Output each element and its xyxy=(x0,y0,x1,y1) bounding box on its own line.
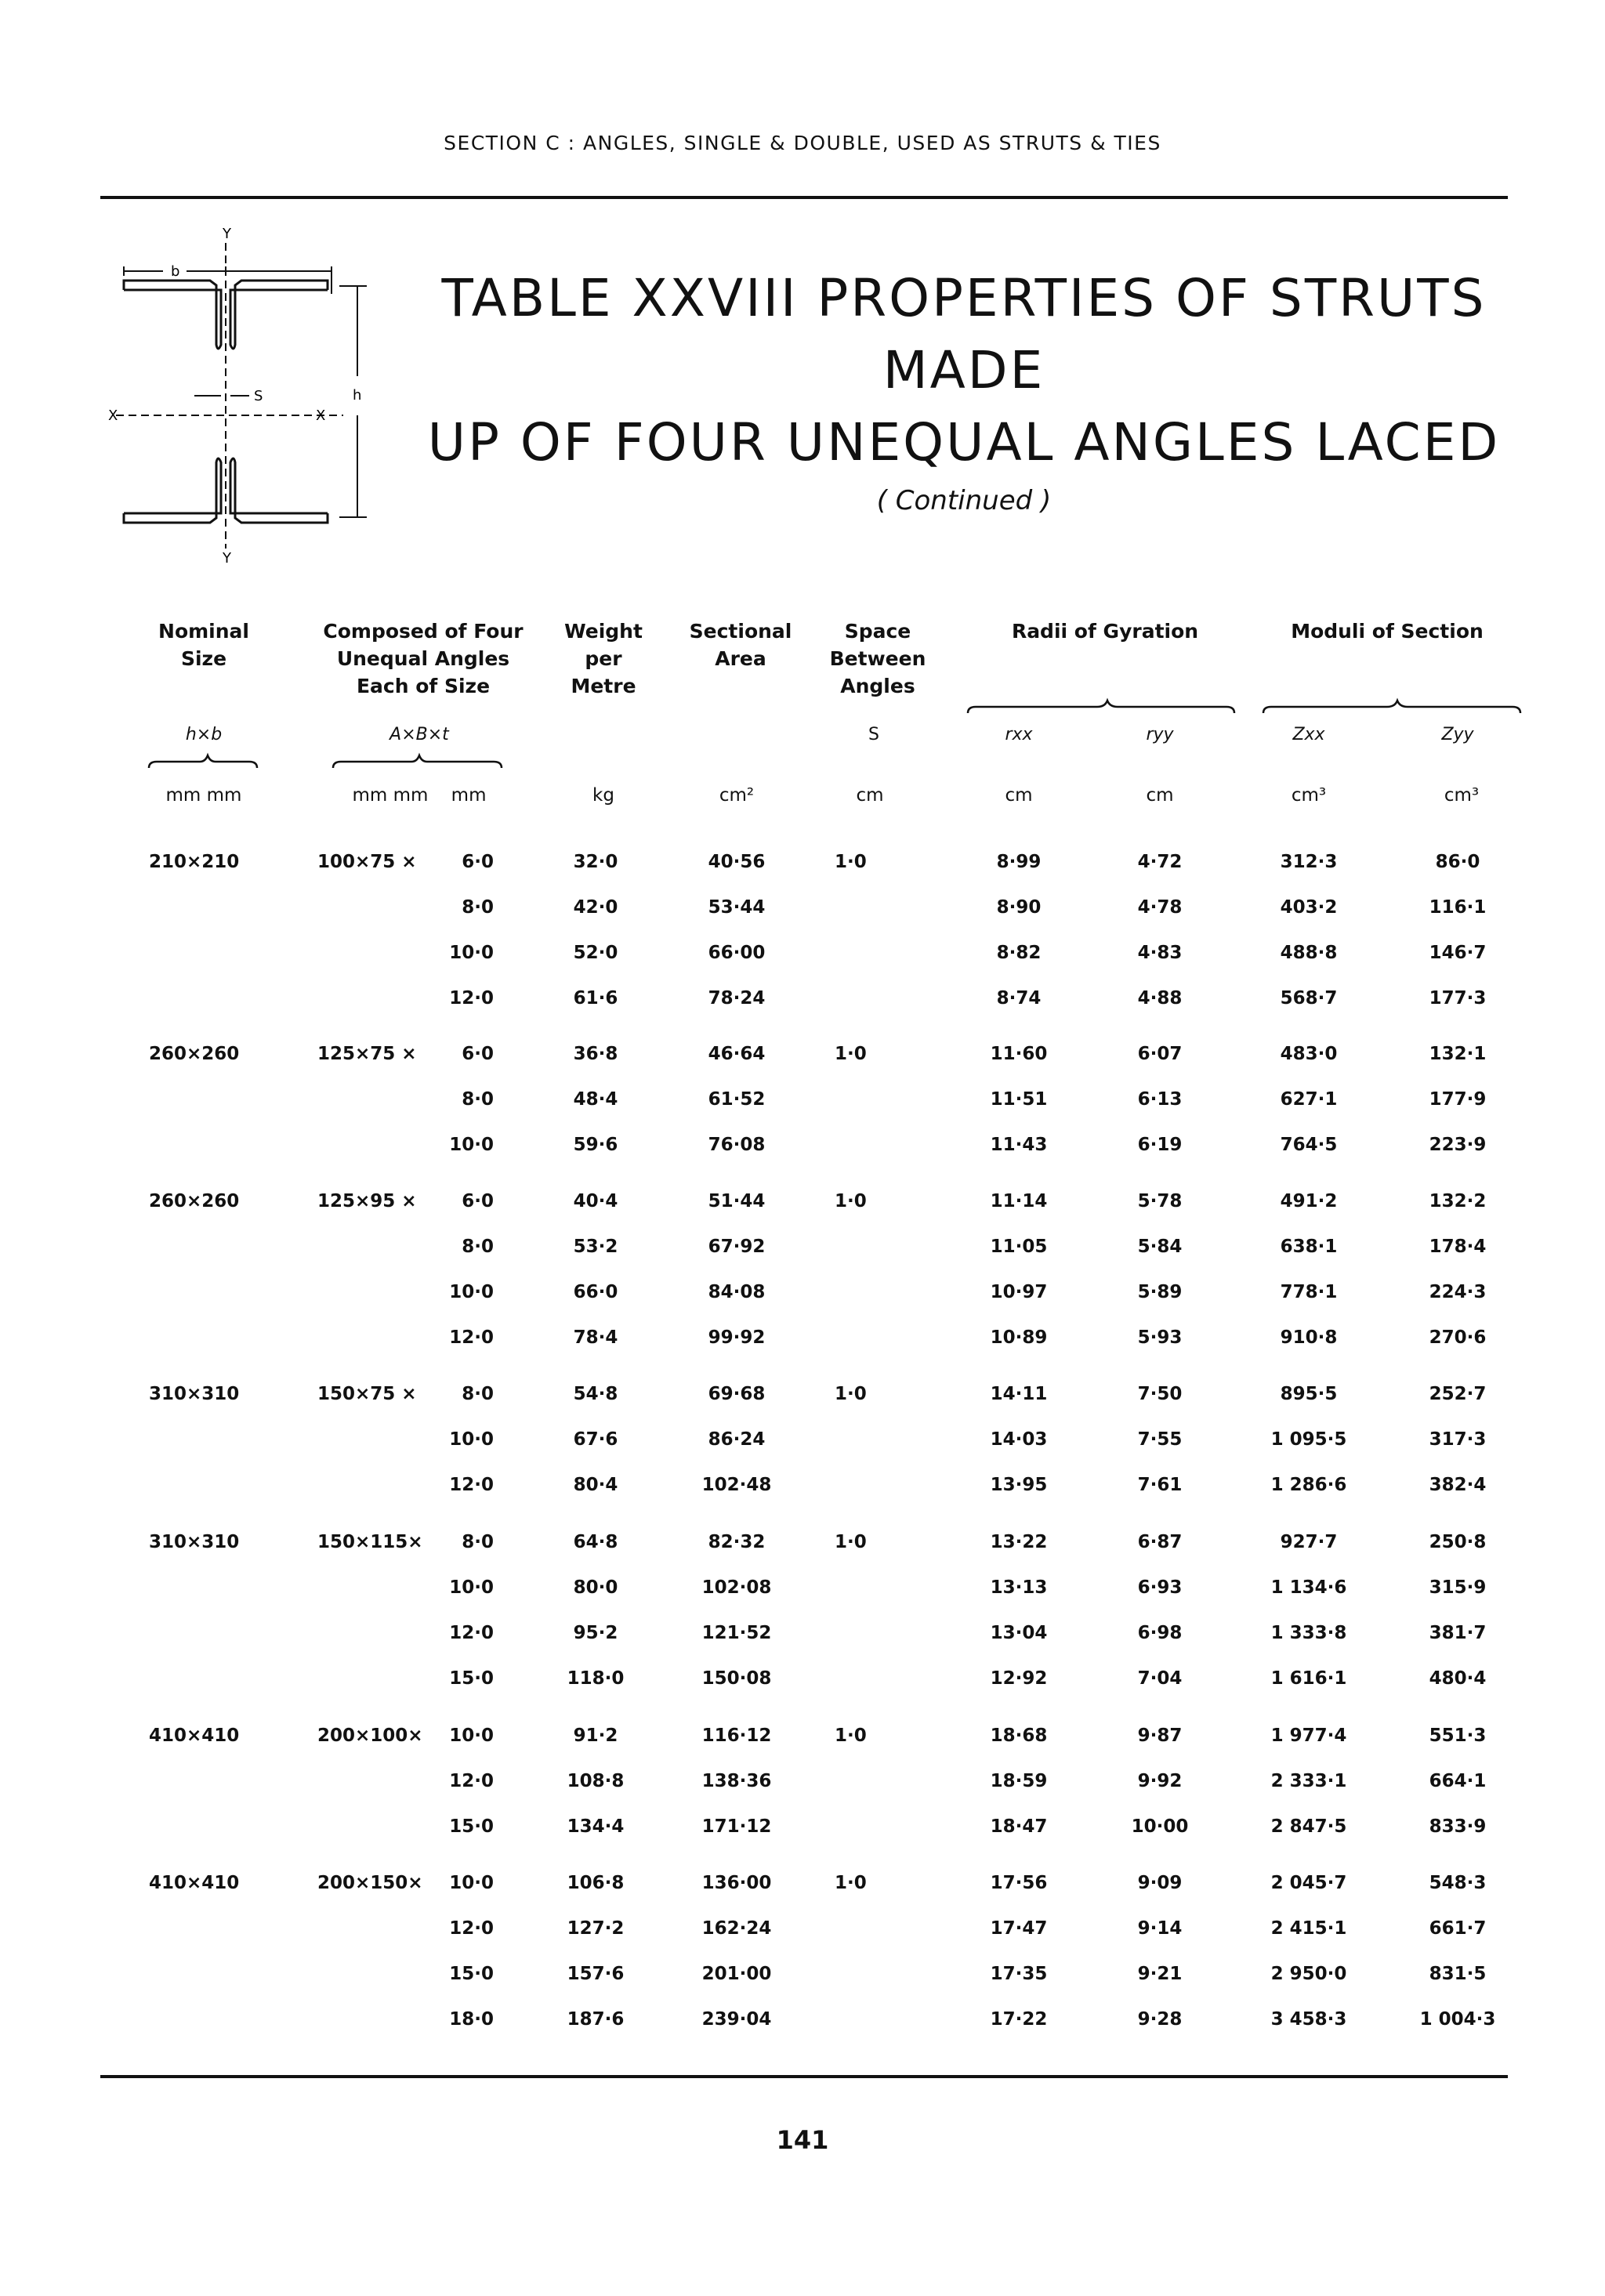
cell-zyy: 224·3 xyxy=(1429,1282,1487,1302)
cell-ryy: 4·88 xyxy=(1137,988,1183,1009)
cell-weight: 36·8 xyxy=(573,1044,618,1064)
cell-rxx: 18·47 xyxy=(990,1816,1048,1837)
cell-rxx: 8·82 xyxy=(996,943,1042,963)
header-braces xyxy=(0,690,1605,799)
cell-ryy: 5·93 xyxy=(1137,1327,1183,1348)
cell-rxx: 8·90 xyxy=(996,897,1042,918)
cell-ryy: 9·21 xyxy=(1137,1964,1183,1984)
cell-zxx: 1 095·5 xyxy=(1270,1429,1347,1450)
cell-zyy: 480·4 xyxy=(1429,1668,1487,1689)
dim-h-label: h xyxy=(353,387,362,404)
cell-zyy: 317·3 xyxy=(1429,1429,1487,1450)
cell-ryy: 4·72 xyxy=(1137,852,1183,872)
page-number: 141 xyxy=(776,2125,829,2155)
cell-ryy: 7·55 xyxy=(1137,1429,1183,1450)
cell-ryy: 9·28 xyxy=(1137,2009,1183,2030)
cell-ryy: 5·84 xyxy=(1137,1237,1183,1257)
cell-rxx: 17·47 xyxy=(990,1918,1048,1939)
cell-zyy: 270·6 xyxy=(1429,1327,1487,1348)
cell-thickness: 6·0 xyxy=(462,852,494,872)
cell-weight: 66·0 xyxy=(573,1282,618,1302)
cell-ryy: 4·78 xyxy=(1137,897,1183,918)
cell-zxx: 2 415·1 xyxy=(1270,1918,1347,1939)
cell-zxx: 312·3 xyxy=(1280,852,1338,872)
cell-weight: 53·2 xyxy=(573,1237,618,1257)
cell-rxx: 18·68 xyxy=(990,1726,1048,1746)
cell-zxx: 1 286·6 xyxy=(1270,1475,1347,1495)
unit-weight: kg xyxy=(592,785,614,806)
cell-ryy: 6·13 xyxy=(1137,1089,1183,1110)
cell-zyy: 661·7 xyxy=(1429,1918,1487,1939)
x-axis-left-label: X xyxy=(108,407,118,424)
cell-nominal-size: 260×260 xyxy=(149,1191,240,1211)
cell-sectional-area: 239·04 xyxy=(701,2009,772,2030)
cell-zxx: 488·8 xyxy=(1280,943,1338,963)
cell-zyy: 116·1 xyxy=(1429,897,1487,918)
cell-sectional-area: 67·92 xyxy=(708,1237,766,1257)
cell-zyy: 548·3 xyxy=(1429,1873,1487,1893)
cell-ryy: 5·89 xyxy=(1137,1282,1183,1302)
cell-nominal-size: 310×310 xyxy=(149,1532,240,1552)
header-sectional-area: Sectional Area xyxy=(689,620,792,670)
cell-thickness: 15·0 xyxy=(449,1668,494,1689)
header-radii: Radii of Gyration xyxy=(1011,620,1199,643)
cell-thickness: 8·0 xyxy=(462,1237,494,1257)
cell-space: 1·0 xyxy=(835,1873,867,1893)
cell-rxx: 13·04 xyxy=(990,1623,1048,1643)
symbol-zxx: Zxx xyxy=(1292,725,1325,744)
cell-thickness: 8·0 xyxy=(462,1384,494,1404)
cell-zxx: 1 333·8 xyxy=(1270,1623,1347,1643)
symbol-abt: A×B×t xyxy=(389,725,449,744)
cell-ryy: 6·98 xyxy=(1137,1623,1183,1643)
cell-space: 1·0 xyxy=(835,1191,867,1211)
unit-ryy: cm xyxy=(1146,785,1174,806)
y-axis-bottom-label: Y xyxy=(223,550,231,564)
header-moduli: Moduli of Section xyxy=(1291,620,1484,643)
cell-angle-size: 100×75 × xyxy=(317,852,417,872)
cell-rxx: 17·56 xyxy=(990,1873,1048,1893)
cell-rxx: 10·97 xyxy=(990,1282,1048,1302)
cell-ryy: 9·92 xyxy=(1137,1771,1183,1791)
unit-zyy: cm³ xyxy=(1444,785,1480,806)
cell-ryy: 5·78 xyxy=(1137,1191,1183,1211)
cell-zxx: 927·7 xyxy=(1280,1532,1338,1552)
cell-zyy: 132·1 xyxy=(1429,1044,1487,1064)
cell-weight: 40·4 xyxy=(573,1191,618,1211)
cell-rxx: 13·95 xyxy=(990,1475,1048,1495)
cell-space: 1·0 xyxy=(835,1044,867,1064)
cell-zyy: 664·1 xyxy=(1429,1771,1487,1791)
cell-ryy: 6·93 xyxy=(1137,1577,1183,1598)
cell-angle-size: 200×150× xyxy=(317,1873,423,1893)
cell-sectional-area: 150·08 xyxy=(701,1668,772,1689)
cell-thickness: 8·0 xyxy=(462,1089,494,1110)
cell-ryy: 7·50 xyxy=(1137,1384,1183,1404)
cell-zyy: 315·9 xyxy=(1429,1577,1487,1598)
header-space: Space Between Angles xyxy=(829,620,926,697)
cell-zxx: 2 950·0 xyxy=(1270,1964,1347,1984)
header-nominal-size: Nominal Size xyxy=(158,620,249,670)
cell-zyy: 252·7 xyxy=(1429,1384,1487,1404)
cell-angle-size: 150×115× xyxy=(317,1532,423,1552)
unit-space: cm xyxy=(856,785,884,806)
cell-nominal-size: 260×260 xyxy=(149,1044,240,1064)
cell-thickness: 15·0 xyxy=(449,1816,494,1837)
cell-weight: 54·8 xyxy=(573,1384,618,1404)
cell-zxx: 1 616·1 xyxy=(1270,1668,1347,1689)
cell-rxx: 17·35 xyxy=(990,1964,1048,1984)
cell-zyy: 833·9 xyxy=(1429,1816,1487,1837)
cell-sectional-area: 53·44 xyxy=(708,897,766,918)
section-header: SECTION C : ANGLES, SINGLE & DOUBLE, USED AS STRUTS & TIES xyxy=(444,132,1161,154)
cell-zyy: 86·0 xyxy=(1435,852,1480,872)
cell-nominal-size: 410×410 xyxy=(149,1873,240,1893)
dim-s-label: S xyxy=(254,388,263,404)
cell-weight: 64·8 xyxy=(573,1532,618,1552)
cell-sectional-area: 201·00 xyxy=(701,1964,772,1984)
cell-angle-size: 150×75 × xyxy=(317,1384,417,1404)
cell-thickness: 10·0 xyxy=(449,1577,494,1598)
symbol-ryy: ryy xyxy=(1146,725,1174,744)
cell-zyy: 178·4 xyxy=(1429,1237,1487,1257)
cell-nominal-size: 210×210 xyxy=(149,852,240,872)
cell-rxx: 17·22 xyxy=(990,2009,1048,2030)
cell-weight: 157·6 xyxy=(567,1964,625,1984)
cell-weight: 80·0 xyxy=(573,1577,618,1598)
cell-sectional-area: 82·32 xyxy=(708,1532,766,1552)
top-rule xyxy=(100,196,1508,199)
cell-thickness: 6·0 xyxy=(462,1191,494,1211)
cell-rxx: 11·05 xyxy=(990,1237,1048,1257)
cell-zxx: 638·1 xyxy=(1280,1237,1338,1257)
cell-rxx: 18·59 xyxy=(990,1771,1048,1791)
cell-angle-size: 125×75 × xyxy=(317,1044,417,1064)
cell-zyy: 831·5 xyxy=(1429,1964,1487,1984)
cell-zyy: 250·8 xyxy=(1429,1532,1487,1552)
cell-sectional-area: 162·24 xyxy=(701,1918,772,1939)
cell-thickness: 10·0 xyxy=(449,1135,494,1155)
cell-sectional-area: 86·24 xyxy=(708,1429,766,1450)
cell-zxx: 1 977·4 xyxy=(1270,1726,1347,1746)
cell-rxx: 14·11 xyxy=(990,1384,1048,1404)
cell-thickness: 10·0 xyxy=(449,1429,494,1450)
cell-zyy: 146·7 xyxy=(1429,943,1487,963)
cell-rxx: 11·51 xyxy=(990,1089,1048,1110)
cell-zyy: 1 004·3 xyxy=(1419,2009,1496,2030)
cell-sectional-area: 61·52 xyxy=(708,1089,766,1110)
cell-sectional-area: 102·08 xyxy=(701,1577,772,1598)
cell-sectional-area: 69·68 xyxy=(708,1384,766,1404)
cell-thickness: 6·0 xyxy=(462,1044,494,1064)
cell-ryy: 7·61 xyxy=(1137,1475,1183,1495)
title-block xyxy=(400,263,1528,516)
cell-sectional-area: 102·48 xyxy=(701,1475,772,1495)
cell-weight: 48·4 xyxy=(573,1089,618,1110)
unit-area: cm² xyxy=(719,785,755,806)
cell-zyy: 132·2 xyxy=(1429,1191,1487,1211)
cell-nominal-size: 410×410 xyxy=(149,1726,240,1746)
cell-rxx: 12·92 xyxy=(990,1668,1048,1689)
cell-thickness: 10·0 xyxy=(449,1873,494,1893)
cell-rxx: 11·14 xyxy=(990,1191,1048,1211)
table-title-line-1: TABLE XXVIII PROPERTIES OF STRUTS MADE xyxy=(441,268,1487,400)
cell-ryy: 10·00 xyxy=(1131,1816,1189,1837)
cell-thickness: 12·0 xyxy=(449,1623,494,1643)
dim-b-label: b xyxy=(171,263,180,280)
cell-zxx: 895·5 xyxy=(1280,1384,1338,1404)
cell-weight: 91·2 xyxy=(573,1726,618,1746)
cell-space: 1·0 xyxy=(835,852,867,872)
cell-rxx: 13·13 xyxy=(990,1577,1048,1598)
cell-thickness: 10·0 xyxy=(449,1726,494,1746)
cell-sectional-area: 46·64 xyxy=(708,1044,766,1064)
cell-ryy: 9·87 xyxy=(1137,1726,1183,1746)
cell-sectional-area: 78·24 xyxy=(708,988,766,1009)
cell-zyy: 381·7 xyxy=(1429,1623,1487,1643)
cell-ryy: 6·07 xyxy=(1137,1044,1183,1064)
cell-zxx: 910·8 xyxy=(1280,1327,1338,1348)
cell-thickness: 8·0 xyxy=(462,897,494,918)
cell-zyy: 551·3 xyxy=(1429,1726,1487,1746)
symbol-rxx: rxx xyxy=(1005,725,1033,744)
cell-weight: 42·0 xyxy=(573,897,618,918)
cell-rxx: 11·60 xyxy=(990,1044,1048,1064)
cell-thickness: 12·0 xyxy=(449,1327,494,1348)
header-composed: Composed of Four Unequal Angles Each of Size xyxy=(323,620,524,697)
cell-weight: 80·4 xyxy=(573,1475,618,1495)
cell-zxx: 483·0 xyxy=(1280,1044,1338,1064)
cell-zyy: 177·3 xyxy=(1429,988,1487,1009)
unit-angle: mm mm mm xyxy=(352,785,487,806)
cell-zyy: 223·9 xyxy=(1429,1135,1487,1155)
y-axis-top-label: Y xyxy=(223,227,231,242)
cell-zyy: 382·4 xyxy=(1429,1475,1487,1495)
cell-weight: 127·2 xyxy=(567,1918,625,1939)
cell-weight: 106·8 xyxy=(567,1873,625,1893)
cell-thickness: 12·0 xyxy=(449,988,494,1009)
cell-thickness: 12·0 xyxy=(449,1771,494,1791)
table-subtitle: ( Continued ) xyxy=(876,485,1052,516)
cell-zxx: 3 458·3 xyxy=(1270,2009,1347,2030)
cell-weight: 187·6 xyxy=(567,2009,625,2030)
table-title-line-2: UP OF FOUR UNEQUAL ANGLES LACED xyxy=(427,412,1501,473)
cell-rxx: 10·89 xyxy=(990,1327,1048,1348)
cell-sectional-area: 171·12 xyxy=(701,1816,772,1837)
cell-ryy: 9·09 xyxy=(1137,1873,1183,1893)
cell-rxx: 8·99 xyxy=(996,852,1042,872)
cell-space: 1·0 xyxy=(835,1532,867,1552)
cell-ryy: 7·04 xyxy=(1137,1668,1183,1689)
cell-rxx: 8·74 xyxy=(996,988,1042,1009)
cell-zxx: 2 045·7 xyxy=(1270,1873,1347,1893)
cell-weight: 61·6 xyxy=(573,988,618,1009)
symbol-s: S xyxy=(868,725,879,744)
cell-ryy: 6·19 xyxy=(1137,1135,1183,1155)
cell-thickness: 15·0 xyxy=(449,1964,494,1984)
cell-sectional-area: 136·00 xyxy=(701,1873,772,1893)
cell-thickness: 10·0 xyxy=(449,1282,494,1302)
cell-zxx: 764·5 xyxy=(1280,1135,1338,1155)
cell-thickness: 12·0 xyxy=(449,1475,494,1495)
cell-weight: 118·0 xyxy=(567,1668,625,1689)
cell-ryy: 4·83 xyxy=(1137,943,1183,963)
cell-weight: 78·4 xyxy=(573,1327,618,1348)
x-axis-right-label: X xyxy=(316,407,326,424)
symbol-zyy: Zyy xyxy=(1441,725,1474,744)
cell-zyy: 177·9 xyxy=(1429,1089,1487,1110)
cell-ryy: 6·87 xyxy=(1137,1532,1183,1552)
cell-thickness: 12·0 xyxy=(449,1918,494,1939)
cell-thickness: 18·0 xyxy=(449,2009,494,2030)
cell-rxx: 13·22 xyxy=(990,1532,1048,1552)
cell-sectional-area: 99·92 xyxy=(708,1327,766,1348)
unit-size: mm mm xyxy=(165,785,242,806)
cell-space: 1·0 xyxy=(835,1384,867,1404)
cell-weight: 59·6 xyxy=(573,1135,618,1155)
cell-weight: 95·2 xyxy=(573,1623,618,1643)
cell-weight: 67·6 xyxy=(573,1429,618,1450)
cell-sectional-area: 40·56 xyxy=(708,852,766,872)
cell-thickness: 8·0 xyxy=(462,1532,494,1552)
cell-zxx: 491·2 xyxy=(1280,1191,1338,1211)
cell-space: 1·0 xyxy=(835,1726,867,1746)
bottom-rule xyxy=(100,2075,1508,2078)
cell-weight: 108·8 xyxy=(567,1771,625,1791)
cell-thickness: 10·0 xyxy=(449,943,494,963)
symbol-hb: h×b xyxy=(185,725,223,744)
cell-weight: 32·0 xyxy=(573,852,618,872)
header-weight: Weight per Metre xyxy=(564,620,643,697)
cell-zxx: 2 333·1 xyxy=(1270,1771,1347,1791)
cell-weight: 52·0 xyxy=(573,943,618,963)
cell-sectional-area: 138·36 xyxy=(701,1771,772,1791)
cell-sectional-area: 116·12 xyxy=(701,1726,772,1746)
cell-zxx: 1 134·6 xyxy=(1270,1577,1347,1598)
cell-zxx: 627·1 xyxy=(1280,1089,1338,1110)
cell-angle-size: 125×95 × xyxy=(317,1191,417,1211)
cell-nominal-size: 310×310 xyxy=(149,1384,240,1404)
cell-ryy: 9·14 xyxy=(1137,1918,1183,1939)
cell-sectional-area: 66·00 xyxy=(708,943,766,963)
cell-zxx: 403·2 xyxy=(1280,897,1338,918)
cell-weight: 134·4 xyxy=(567,1816,625,1837)
cell-zxx: 568·7 xyxy=(1280,988,1338,1009)
cross-section-diagram xyxy=(108,227,390,564)
cell-rxx: 11·43 xyxy=(990,1135,1048,1155)
cell-angle-size: 200×100× xyxy=(317,1726,423,1746)
cell-sectional-area: 121·52 xyxy=(701,1623,772,1643)
cell-sectional-area: 76·08 xyxy=(708,1135,766,1155)
cell-rxx: 14·03 xyxy=(990,1429,1048,1450)
cell-sectional-area: 51·44 xyxy=(708,1191,766,1211)
cell-zxx: 2 847·5 xyxy=(1270,1816,1347,1837)
cell-zxx: 778·1 xyxy=(1280,1282,1338,1302)
unit-zxx: cm³ xyxy=(1291,785,1327,806)
unit-rxx: cm xyxy=(1005,785,1033,806)
cell-sectional-area: 84·08 xyxy=(708,1282,766,1302)
